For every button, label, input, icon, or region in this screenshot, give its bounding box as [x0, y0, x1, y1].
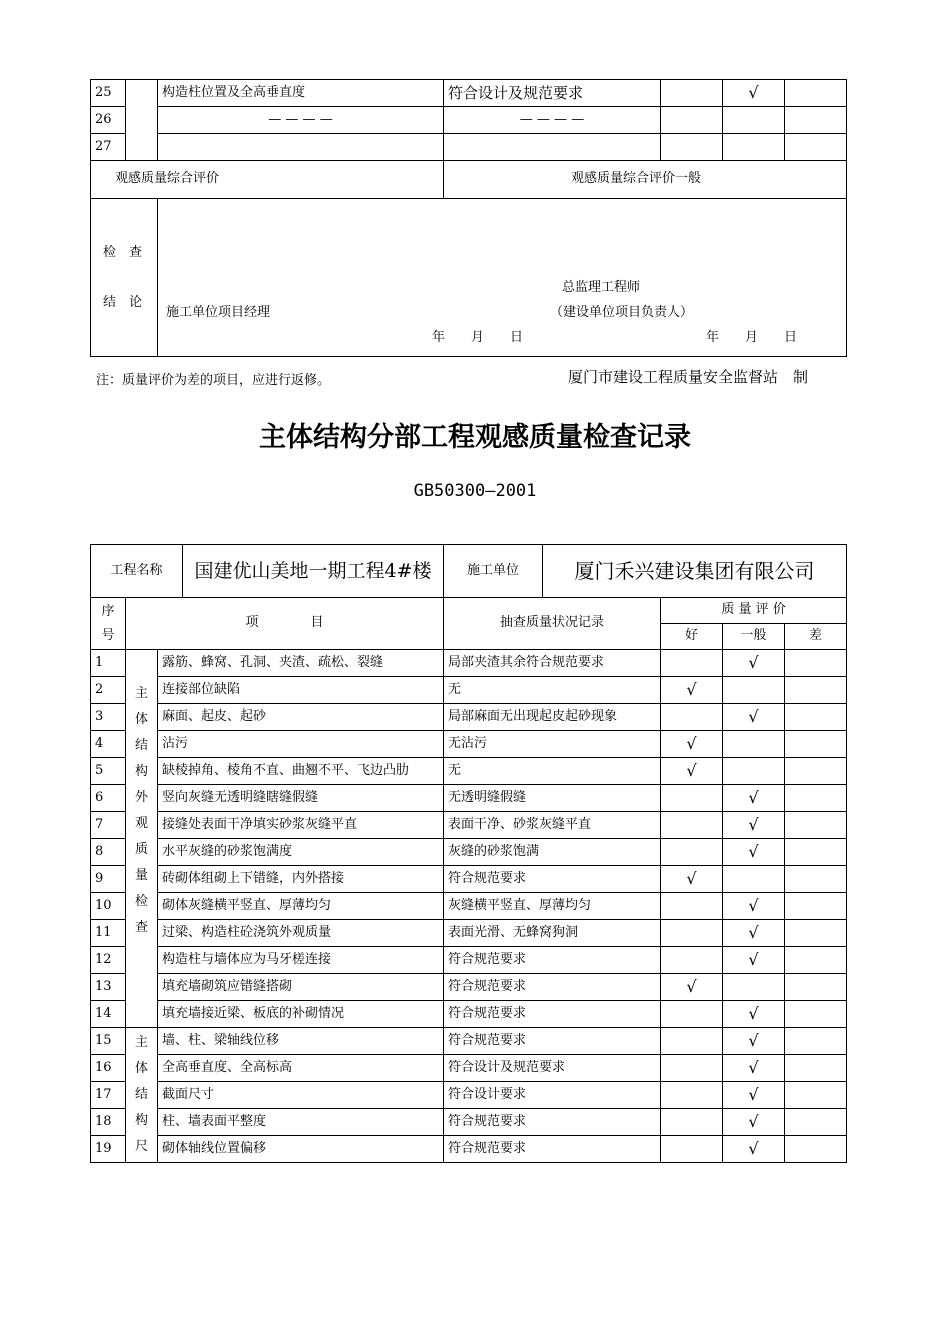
item-cell	[158, 134, 444, 161]
rating-good	[661, 704, 723, 731]
rating-general: √	[723, 1082, 785, 1109]
overall-value: 观感质量综合评价一般	[444, 161, 847, 199]
rating-good	[661, 1001, 723, 1028]
owner-rep-label: （建设单位项目负责人）	[550, 305, 694, 320]
rating-good	[661, 785, 723, 812]
contractor-label: 施工单位	[444, 545, 543, 597]
group-label-appearance	[126, 650, 158, 1028]
record-cell: 符合规范要求	[444, 1109, 661, 1136]
rating-poor	[785, 812, 847, 839]
rating-general	[723, 134, 785, 161]
row-number: 16	[91, 1055, 126, 1082]
table-row	[91, 920, 847, 947]
record-cell: 符合规范要求	[444, 947, 661, 974]
table-row	[91, 1136, 847, 1163]
rating-poor	[785, 1109, 847, 1136]
table-row	[91, 893, 847, 920]
rating-poor	[785, 839, 847, 866]
table-row	[91, 1109, 847, 1136]
rating-general: √	[723, 1028, 785, 1055]
record-cell: 局部麻面无出现起皮起砂现象	[444, 704, 661, 731]
rating-general	[723, 677, 785, 704]
record-cell: 符合规范要求	[444, 1028, 661, 1055]
contractor-value: 厦门禾兴建设集团有限公司	[574, 559, 815, 583]
data-rows	[91, 650, 847, 1163]
date-right: 年 月 日	[706, 330, 798, 345]
header-row	[91, 545, 847, 598]
row-number: 2	[91, 677, 126, 704]
record-cell: 符合规范要求	[444, 1136, 661, 1163]
rating-poor	[785, 134, 847, 161]
item-cell: 填充墙接近梁、板底的补砌情况	[158, 1001, 444, 1028]
record-cell: 灰缝的砂浆饱满	[444, 839, 661, 866]
rating-general	[723, 758, 785, 785]
record-cell: 表面干净、砂浆灰缝平直	[444, 812, 661, 839]
group-label-text: 主体结构尺	[134, 1035, 148, 1154]
group-label-text: 主体结构外观质量检查	[134, 685, 148, 935]
poor-header: 差	[785, 624, 847, 650]
item-cell: — — — —	[158, 107, 444, 134]
item-cell: 墙、柱、梁轴线位移	[158, 1028, 444, 1055]
rating-poor	[785, 974, 847, 1001]
rating-general	[723, 731, 785, 758]
footer-org: 厦门市建设工程质量安全监督站 制	[568, 368, 809, 386]
rating-poor	[785, 650, 847, 677]
rating-good: √	[661, 974, 723, 1001]
rating-general: √	[723, 920, 785, 947]
table-row	[91, 785, 847, 812]
table-row	[91, 866, 847, 893]
table-row	[91, 812, 847, 839]
row-number: 13	[91, 974, 126, 1001]
chief-supervisor-label: 总监理工程师	[562, 280, 641, 295]
rating-general	[723, 974, 785, 1001]
row-number: 18	[91, 1109, 126, 1136]
conclusion-label-line2: 结 论	[103, 295, 143, 310]
record-cell: 无沾污	[444, 731, 661, 758]
rating-good: √	[661, 731, 723, 758]
row-number: 26	[91, 107, 126, 134]
item-cell: 沾污	[158, 731, 444, 758]
rating-poor	[785, 947, 847, 974]
row-number: 19	[91, 1136, 126, 1163]
rating-good	[661, 1028, 723, 1055]
conclusion-label	[91, 199, 158, 357]
rating-poor	[785, 731, 847, 758]
item-header: 项 目	[126, 598, 444, 650]
row-number: 14	[91, 1001, 126, 1028]
record-cell	[444, 134, 661, 161]
row-number: 4	[91, 731, 126, 758]
row-number: 5	[91, 758, 126, 785]
rating-good	[661, 893, 723, 920]
table-row	[91, 1055, 847, 1082]
rating-general: √	[723, 1001, 785, 1028]
item-cell: 砌体灰缝横平竖直、厚薄均匀	[158, 893, 444, 920]
rating-poor	[785, 785, 847, 812]
page-title: 主体结构分部工程观感质量检查记录	[259, 422, 691, 453]
row-number: 6	[91, 785, 126, 812]
record-cell: 局部夹渣其余符合规范要求	[444, 650, 661, 677]
conclusion-label-line1: 检 查	[103, 245, 143, 260]
row-number: 3	[91, 704, 126, 731]
item-cell: 水平灰缝的砂浆饱满度	[158, 839, 444, 866]
item-cell: 全高垂直度、全高标高	[158, 1055, 444, 1082]
rating-poor	[785, 677, 847, 704]
main-inspection-table	[90, 544, 847, 1163]
rating-general: √	[723, 1055, 785, 1082]
group-cell	[126, 80, 158, 161]
row-number: 8	[91, 839, 126, 866]
table-row	[91, 134, 847, 161]
row-number: 12	[91, 947, 126, 974]
rating-poor	[785, 1055, 847, 1082]
conclusion-row	[91, 199, 847, 357]
table-row	[91, 80, 847, 107]
record-cell: 符合设计及规范要求	[444, 1055, 661, 1082]
row-number: 17	[91, 1082, 126, 1109]
rating-general: √	[723, 80, 785, 107]
rating-poor	[785, 1028, 847, 1055]
overall-row	[91, 161, 847, 199]
rating-general: √	[723, 1109, 785, 1136]
project-value: 国建优山美地一期工程4#楼	[194, 559, 432, 582]
record-cell: 符合规范要求	[444, 974, 661, 1001]
record-cell: 符合设计要求	[444, 1082, 661, 1109]
rating-poor	[785, 704, 847, 731]
good-header: 好	[661, 624, 723, 650]
row-number: 11	[91, 920, 126, 947]
overall-label: 观感质量综合评价	[91, 161, 444, 199]
rating-good	[661, 920, 723, 947]
table-row	[91, 1082, 847, 1109]
rating-poor	[785, 1136, 847, 1163]
table-row	[91, 107, 847, 134]
rating-good: √	[661, 758, 723, 785]
record-cell: 表面光滑、无蜂窝狗洞	[444, 920, 661, 947]
item-cell: 露筋、蜂窝、孔洞、夹渣、疏松、裂缝	[158, 650, 444, 677]
contractor-pm-label: 施工单位项目经理	[166, 305, 271, 320]
standard-code: GB50300—2001	[413, 481, 537, 501]
rating-good	[661, 1136, 723, 1163]
record-cell: 无透明缝假缝	[444, 785, 661, 812]
rating-good	[661, 839, 723, 866]
contractor-cell	[444, 545, 847, 598]
record-cell: 符合规范要求	[444, 1001, 661, 1028]
item-cell: 柱、墙表面平整度	[158, 1109, 444, 1136]
record-cell: — — — —	[444, 107, 661, 134]
rating-good	[661, 80, 723, 107]
rating-poor	[785, 758, 847, 785]
rating-poor	[785, 1001, 847, 1028]
item-cell: 麻面、起皮、起砂	[158, 704, 444, 731]
item-cell: 竖向灰缝无透明缝瞎缝假缝	[158, 785, 444, 812]
rating-poor	[785, 107, 847, 134]
item-cell: 连接部位缺陷	[158, 677, 444, 704]
record-cell: 无	[444, 677, 661, 704]
rating-general: √	[723, 785, 785, 812]
rating-good	[661, 107, 723, 134]
column-header-row	[91, 598, 847, 624]
rating-good	[661, 1055, 723, 1082]
item-cell: 砖砌体组砌上下错缝，内外搭接	[158, 866, 444, 893]
record-header: 抽查质量状况记录	[444, 598, 661, 650]
table-row	[91, 758, 847, 785]
rating-poor	[785, 1082, 847, 1109]
rating-good	[661, 1082, 723, 1109]
row-number: 15	[91, 1028, 126, 1055]
item-cell: 过梁、构造柱砼浇筑外观质量	[158, 920, 444, 947]
rating-poor	[785, 80, 847, 107]
rating-general: √	[723, 704, 785, 731]
item-cell: 接缝处表面干净填实砂浆灰缝平直	[158, 812, 444, 839]
rating-good	[661, 134, 723, 161]
rating-poor	[785, 866, 847, 893]
row-number: 1	[91, 650, 126, 677]
record-cell: 无	[444, 758, 661, 785]
record-cell: 灰缝横平竖直、厚薄均匀	[444, 893, 661, 920]
rating-general	[723, 866, 785, 893]
table-row	[91, 1001, 847, 1028]
rating-poor	[785, 893, 847, 920]
rating-poor	[785, 920, 847, 947]
rating-general: √	[723, 893, 785, 920]
row-number: 10	[91, 893, 126, 920]
row-number: 9	[91, 866, 126, 893]
rating-good	[661, 812, 723, 839]
table-row	[91, 1028, 847, 1055]
rating-general: √	[723, 839, 785, 866]
row-number: 27	[91, 134, 126, 161]
table-row	[91, 947, 847, 974]
rating-good: √	[661, 866, 723, 893]
rating-good	[661, 947, 723, 974]
table-row	[91, 731, 847, 758]
conclusion-content	[158, 199, 847, 357]
project-label: 工程名称	[91, 545, 183, 597]
rating-general: √	[723, 1136, 785, 1163]
rating-general: √	[723, 812, 785, 839]
item-cell: 砌体轴线位置偏移	[158, 1136, 444, 1163]
table-row	[91, 974, 847, 1001]
rating-header: 质 量 评 价	[661, 598, 847, 624]
table-row	[91, 677, 847, 704]
table-row	[91, 839, 847, 866]
record-cell: 符合规范要求	[444, 866, 661, 893]
record-cell: 符合设计及规范要求	[444, 80, 661, 107]
row-number: 7	[91, 812, 126, 839]
group-label-dimension	[126, 1028, 158, 1163]
item-cell: 截面尺寸	[158, 1082, 444, 1109]
rating-good	[661, 650, 723, 677]
item-cell: 填充墙砌筑应错缝搭砌	[158, 974, 444, 1001]
rating-general: √	[723, 650, 785, 677]
rating-general: √	[723, 947, 785, 974]
item-cell: 构造柱位置及全高垂直度	[158, 80, 444, 107]
seq-header-line2: 号	[101, 627, 115, 643]
row-number: 25	[91, 80, 126, 107]
footer-note: 注：质量评价为差的项目，应进行返修。	[96, 373, 331, 388]
rating-good: √	[661, 677, 723, 704]
item-cell: 缺棱掉角、棱角不直、曲翘不平、飞边凸肋	[158, 758, 444, 785]
rating-general	[723, 107, 785, 134]
table-row	[91, 650, 847, 677]
seq-header-line1: 序	[101, 603, 115, 619]
top-inspection-table	[90, 79, 847, 357]
seq-header	[91, 598, 126, 650]
general-header: 一般	[723, 624, 785, 650]
date-left: 年 月 日	[432, 330, 524, 345]
item-cell: 构造柱与墙体应为马牙槎连接	[158, 947, 444, 974]
table-row	[91, 704, 847, 731]
project-cell	[91, 545, 444, 598]
rating-good	[661, 1109, 723, 1136]
